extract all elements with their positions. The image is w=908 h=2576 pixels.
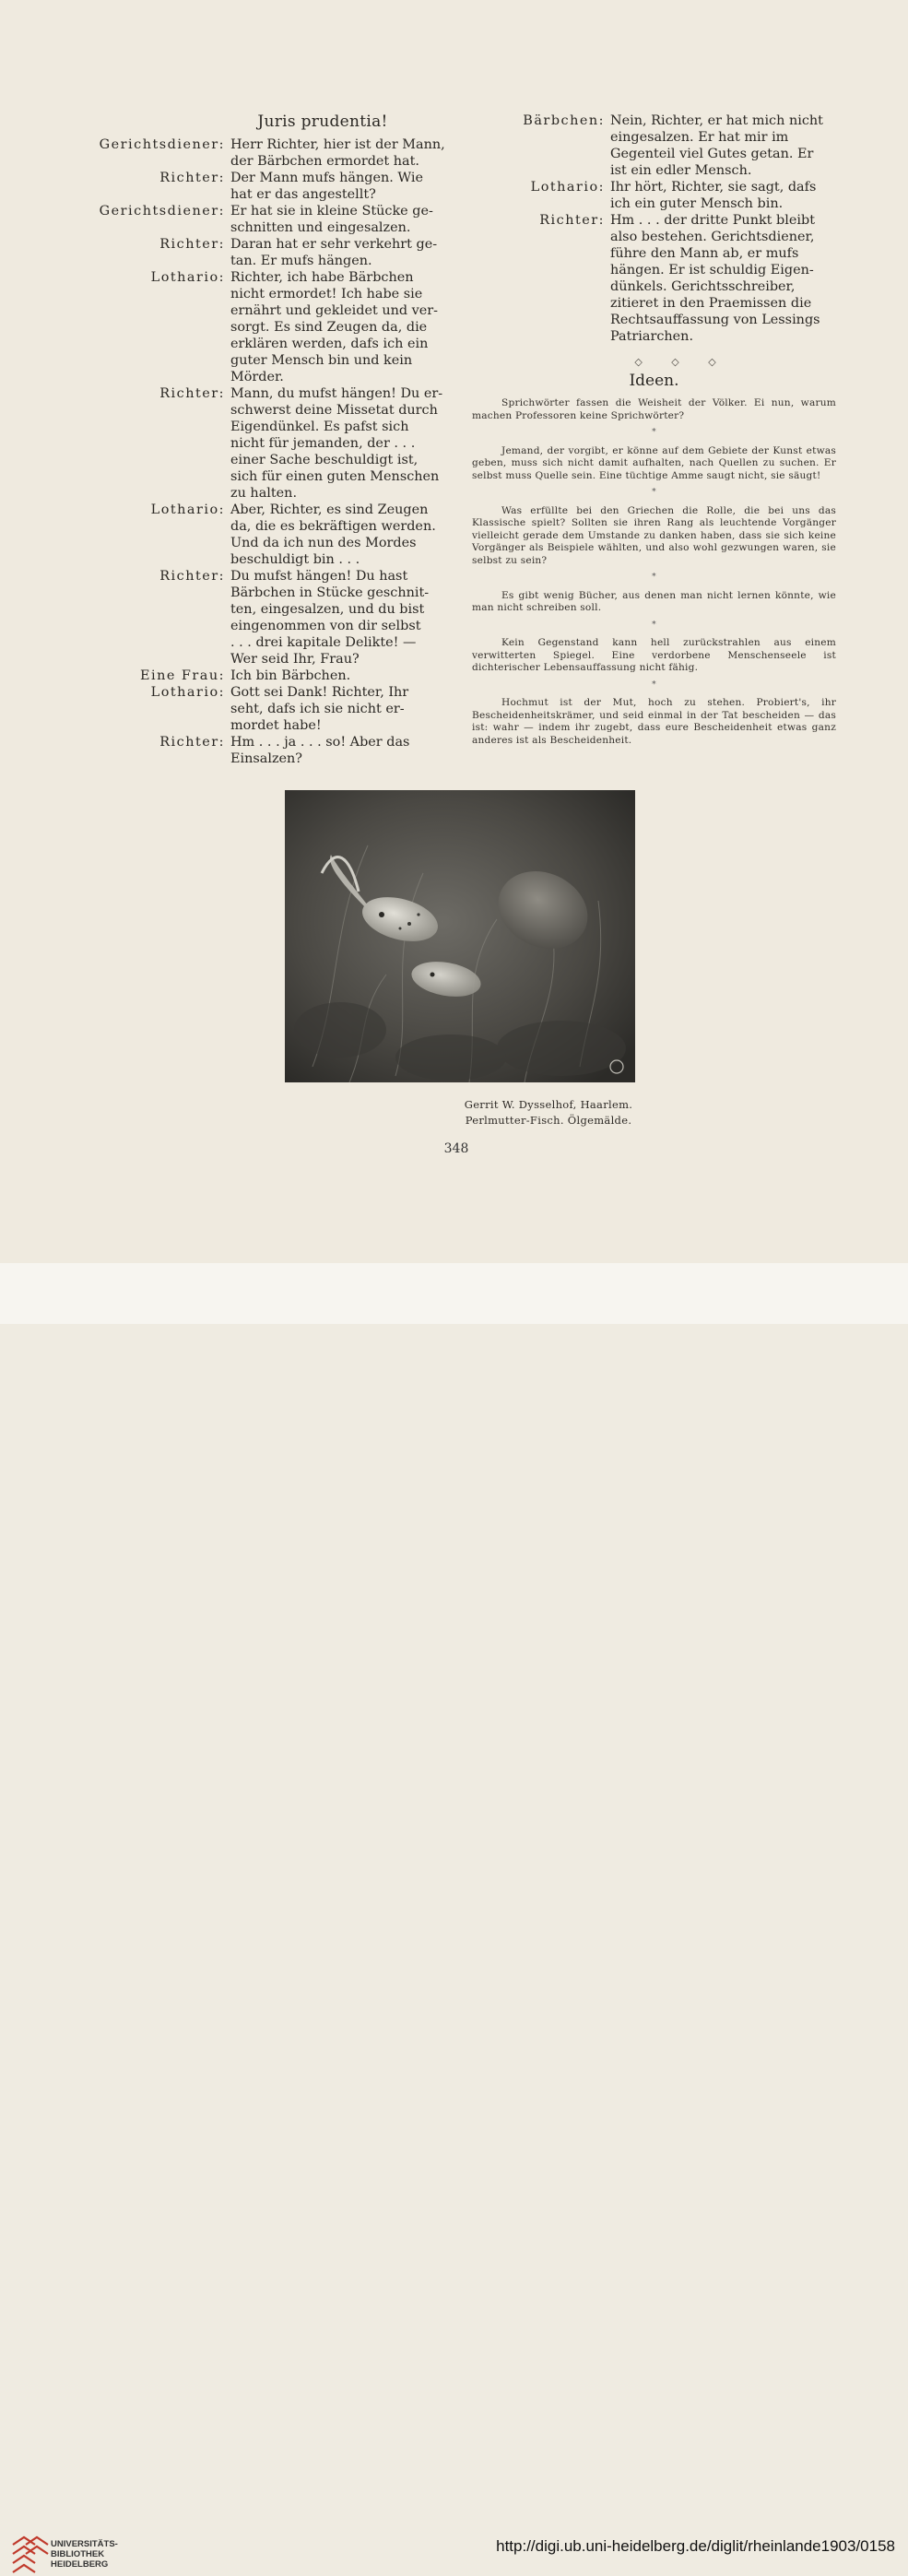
- speech-text: [610, 212, 836, 345]
- speaker-name: Gerichtsdiener:: [99, 137, 225, 152]
- dialogue-entry: [88, 170, 456, 203]
- speech-line: ist ein edler Mensch.: [610, 163, 752, 178]
- speech-line: Einsalzen?: [230, 751, 303, 766]
- dialogue-entry: [472, 212, 836, 345]
- speech-line: tan. Er mufs hängen.: [230, 254, 372, 268]
- speech-line: Ihr hört, Richter, sie sagt, dafs: [610, 180, 817, 195]
- speech-line: Aber, Richter, es sind Zeugen: [230, 502, 429, 517]
- painting-caption: [433, 1097, 664, 1128]
- speaker-name: Lothario:: [150, 502, 225, 517]
- speaker-name: Lothario:: [150, 685, 225, 700]
- aphorism-separator: *: [652, 573, 656, 582]
- speech-line: führe den Mann ab, er mufs: [610, 246, 799, 261]
- speech-text: [230, 170, 456, 203]
- speech-line: . . . drei kapitale Delikte! —: [230, 635, 417, 650]
- left-column: [88, 112, 456, 767]
- speech-line: Hm . . . ja . . . so! Aber das: [230, 735, 410, 750]
- speech-text: [230, 136, 456, 170]
- speech-line: zu halten.: [230, 486, 298, 501]
- painting-fish: [285, 790, 635, 1082]
- speaker-name: Richter:: [159, 171, 225, 185]
- speech-line: Daran hat er sehr verkehrt ge-: [230, 237, 438, 252]
- dialogue-entry: [88, 136, 456, 170]
- speech-line: eingesalzen. Er hat mir im: [610, 130, 789, 145]
- speech-text: [230, 385, 456, 502]
- speech-line: Ich bin Bärbchen.: [230, 668, 351, 683]
- speech-line: Und da ich nun des Mordes: [230, 536, 417, 550]
- speaker-name: Richter:: [539, 213, 605, 228]
- aphorism-separator: *: [652, 488, 656, 497]
- speech-text: [230, 568, 456, 668]
- ideen-title: Ideen.: [629, 372, 679, 390]
- speaker-name: Richter:: [159, 569, 225, 584]
- speaker-name: Richter:: [159, 237, 225, 252]
- speech-line: Mörder.: [230, 370, 284, 384]
- dialogue-entry: [88, 684, 456, 734]
- aphorism: Jemand, der vorgibt, er könne auf dem Gebiete der Kunst etwas geben, muss sich nicht damit aufhalten, nach Quellen zu suchen. Er selbst muss Quelle sein. Eine tüchtige Amme saugt nicht, sie säugt!: [472, 444, 836, 481]
- library-name-line1: UNIVERSITÄTS-: [51, 2539, 118, 2549]
- speech-line: Mann, du mufst hängen! Du er-: [230, 386, 443, 401]
- library-name-line3: HEIDELBERG: [51, 2559, 109, 2570]
- dialogue-entry: [88, 236, 456, 269]
- aphorism: Hochmut ist der Mut, hoch zu stehen. Probiert's, ihr Bescheidenheitskrämer, und seid einmal in der Tat bescheiden — das ist: wahr — indem ihr zugebt, dass eure Bescheidenheit etwas ganz anderes ist als Bescheidenheit.: [472, 697, 836, 746]
- aphorisms: [472, 397, 836, 747]
- dialogue-title: Juris prudentia!: [257, 112, 388, 131]
- aphorism-separator: *: [652, 428, 656, 437]
- library-logo-icon: [9, 2534, 52, 2576]
- speech-line: Wer seid Ihr, Frau?: [230, 652, 360, 667]
- speech-line: schwerst deine Missetat durch: [230, 403, 438, 418]
- speech-line: guter Mensch bin und kein: [230, 353, 413, 368]
- dialogue-left: [88, 136, 456, 767]
- speech-line: schnitten und eingesalzen.: [230, 220, 411, 235]
- speech-line: nicht für jemanden, der . . .: [230, 436, 416, 451]
- speech-line: einer Sache beschuldigt ist,: [230, 453, 419, 467]
- speech-line: sich für einen guten Menschen: [230, 469, 440, 484]
- dialogue-entry: [88, 269, 456, 385]
- library-name-line2: BIBLIOTHEK: [51, 2549, 105, 2559]
- scanned-page: [0, 0, 908, 1263]
- speaker-name: Eine Frau:: [139, 668, 225, 683]
- speaker-name: Richter:: [159, 735, 225, 750]
- speaker-name: Richter:: [159, 386, 225, 401]
- speech-text: [610, 179, 836, 212]
- aphorism: Es gibt wenig Bücher, aus denen man nicht lernen könnte, wie man nicht schreiben soll.: [472, 589, 836, 613]
- library-name: [51, 2539, 118, 2570]
- speech-text: [610, 112, 836, 179]
- speaker-name: Gerichtsdiener:: [99, 204, 225, 219]
- dialogue-entry: [88, 734, 456, 767]
- speech-line: Hm . . . der dritte Punkt bleibt: [610, 213, 815, 228]
- aphorism: Was erfüllte bei den Griechen die Rolle, die bei uns das Klassische spielt? Sollten sie ihren Rang als leuchtende Vorgänger vielleicht gerade dem Umstande zu danken haben, dass sie sich keine Vorgänger als Beispiele wählten, und also wohl gezwungen waren, sie selbst zu sein?: [472, 504, 836, 566]
- aphorism-separator: *: [652, 679, 656, 690]
- speech-text: [230, 684, 456, 734]
- dialogue-right: [472, 112, 836, 345]
- aphorism: Sprichwörter fassen die Weisheit der Völker. Ei nun, warum machen Professoren keine Sprichwörter?: [472, 397, 836, 421]
- speech-line: eingenommen von dir selbst: [230, 619, 421, 633]
- speech-line: erklären werden, dafs ich ein: [230, 337, 429, 351]
- dialogue-entry: [88, 203, 456, 236]
- dialogue-entry: [88, 568, 456, 668]
- speech-line: Richter, ich habe Bärbchen: [230, 270, 414, 285]
- speech-line: hängen. Er ist schuldig Eigen-: [610, 263, 814, 278]
- speech-line: Herr Richter, hier ist der Mann,: [230, 137, 445, 152]
- speech-line: Du mufst hängen! Du hast: [230, 569, 408, 584]
- speech-line: Rechtsauffassung von Lessings: [610, 313, 820, 327]
- speech-line: mordet habe!: [230, 718, 322, 733]
- speech-text: [230, 502, 456, 568]
- speech-text: [230, 203, 456, 236]
- section-divider: ◇ ◇ ◇: [634, 356, 729, 368]
- speech-line: seht, dafs ich sie nicht er-: [230, 702, 405, 716]
- speech-line: ten, eingesalzen, und du bist: [230, 602, 425, 617]
- caption-artist: Gerrit W. Dysselhof, Haarlem.: [464, 1098, 633, 1111]
- speech-line: Er hat sie in kleine Stücke ge-: [230, 204, 433, 219]
- source-url[interactable]: http://digi.ub.uni-heidelberg.de/diglit/rheinlande1903/0158: [496, 2537, 895, 2555]
- speech-text: [230, 668, 456, 684]
- speech-line: Nein, Richter, er hat mich nicht: [610, 113, 823, 128]
- page-number: 348: [443, 1141, 469, 1156]
- aphorism-separator: *: [652, 620, 656, 630]
- dialogue-entry: [472, 179, 836, 212]
- speaker-name: Bärbchen:: [523, 113, 605, 128]
- speech-line: Gott sei Dank! Richter, Ihr: [230, 685, 409, 700]
- dialogue-entry: [88, 668, 456, 684]
- speech-line: nicht ermordet! Ich habe sie: [230, 287, 423, 301]
- speech-line: zitieret in den Praemissen die: [610, 296, 812, 311]
- caption-title: Perlmutter-Fisch. Ölgemälde.: [465, 1114, 632, 1127]
- speech-line: Patriarchen.: [610, 329, 694, 344]
- speech-line: sorgt. Es sind Zeugen da, die: [230, 320, 428, 335]
- dialogue-entry: [472, 112, 836, 179]
- speech-line: Der Mann mufs hängen. Wie: [230, 171, 424, 185]
- aphorism: Kein Gegenstand kann hell zurückstrahlen aus einem verwitterten Spiegel. Eine verdorbene Menschenseele ist dichterischer Lebensauffassung nicht fähig.: [472, 637, 836, 673]
- speech-line: Gegenteil viel Gutes getan. Er: [610, 147, 814, 161]
- dialogue-entry: [88, 385, 456, 502]
- speech-text: [230, 269, 456, 385]
- speech-line: beschuldigt bin . . .: [230, 552, 360, 567]
- speech-text: [230, 734, 456, 767]
- speech-text: [230, 236, 456, 269]
- speech-line: ernährt und gekleidet und ver-: [230, 303, 439, 318]
- speech-line: hat er das angestellt?: [230, 187, 376, 202]
- speaker-name: Lothario:: [530, 180, 605, 195]
- speech-line: ich ein guter Mensch bin.: [610, 196, 784, 211]
- speech-line: da, die es bekräftigen werden.: [230, 519, 436, 534]
- speech-line: also bestehen. Gerichtsdiener,: [610, 230, 815, 244]
- dialogue-entry: [88, 502, 456, 568]
- right-column: [472, 112, 836, 747]
- speech-line: dünkels. Gerichtsschreiber,: [610, 279, 796, 294]
- speech-line: der Bärbchen ermordet hat.: [230, 154, 419, 169]
- footer-bar: [0, 1263, 908, 2570]
- speech-line: Bärbchen in Stücke geschnit-: [230, 585, 430, 600]
- speaker-name: Lothario:: [150, 270, 225, 285]
- speech-line: Eigendünkel. Es pafst sich: [230, 419, 409, 434]
